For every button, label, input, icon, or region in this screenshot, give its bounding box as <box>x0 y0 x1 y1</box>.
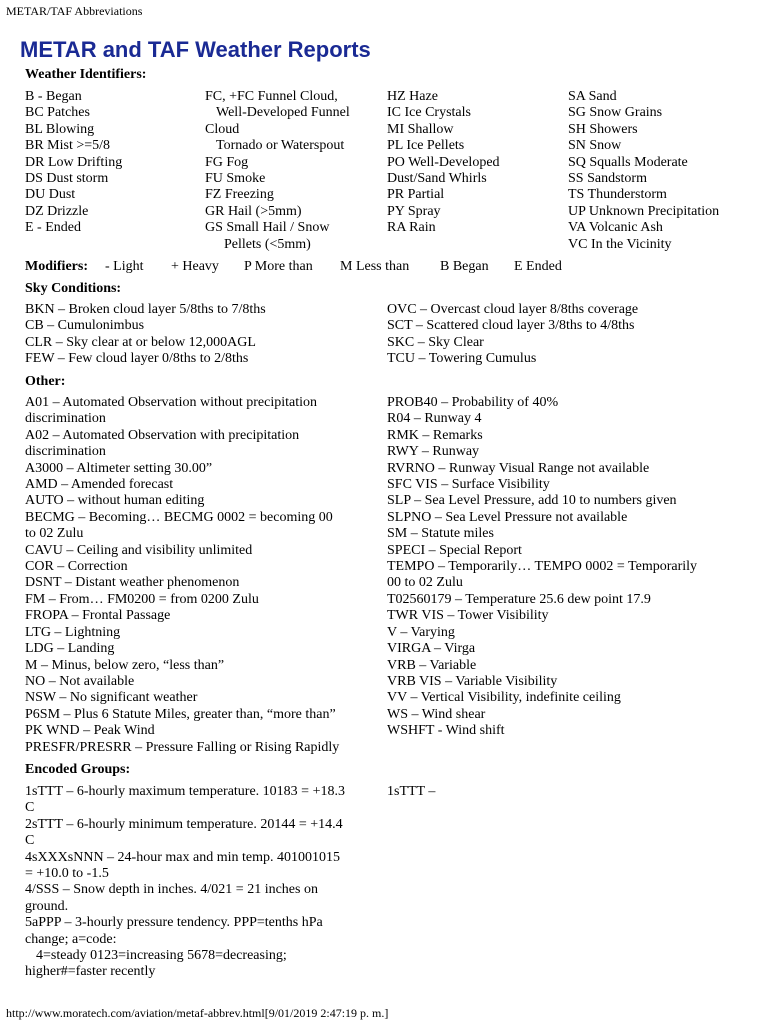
list-item: PK WND – Peak Wind <box>25 723 155 739</box>
weather-identifiers-col-4 <box>568 89 719 253</box>
list-item: SH Showers <box>568 121 638 137</box>
list-item: 4sXXXsNNN – 24-hour max and min temp. 401001015 <box>25 849 340 865</box>
list-item: DS Dust storm <box>25 171 109 187</box>
list-item: A01 – Automated Observation without precipitation <box>25 395 318 410</box>
list-item: SA Sand <box>568 89 617 104</box>
list-item: DU Dust <box>25 187 76 203</box>
list-item: SG Snow Grains <box>568 105 663 121</box>
list-item: SN Snow <box>568 138 622 154</box>
sky-conditions-heading: Sky Conditions: <box>25 281 122 296</box>
other-left <box>25 395 339 756</box>
modifier-item: M Less than <box>340 259 410 274</box>
modifier-item: B Began <box>440 259 489 274</box>
list-item: BR Mist >=5/8 <box>25 138 111 154</box>
list-item: LDG – Landing <box>25 641 115 657</box>
weather-identifiers-col-2 <box>205 89 350 253</box>
list-item: CAVU – Ceiling and visibility unlimited <box>25 542 253 558</box>
list-item: TWR VIS – Tower Visibility <box>387 608 549 624</box>
list-item: TS Thunderstorm <box>568 187 667 203</box>
list-item: VRB – Variable <box>387 657 477 673</box>
list-item: COR – Correction <box>25 559 128 575</box>
list-item: TEMPO – Temporarily… TEMPO 0002 = Temporarily <box>387 559 698 575</box>
list-item: SKC – Sky Clear <box>387 334 484 350</box>
list-item: SS Sandstorm <box>568 171 647 187</box>
list-item: Tornado or Waterspout <box>216 138 345 154</box>
list-item: FZ Freezing <box>205 187 274 203</box>
list-item: CLR – Sky clear at or below 12,000AGL <box>25 334 256 350</box>
list-item: 5aPPP – 3-hourly pressure tendency. PPP=tenths hPa <box>25 915 323 931</box>
list-item: PO Well-Developed <box>387 154 500 170</box>
list-item: FU Smoke <box>205 171 266 187</box>
list-item: T02560179 – Temperature 25.6 dew point 17.9 <box>387 591 651 607</box>
list-item: UP Unknown Precipitation <box>568 203 720 219</box>
list-item: SFC VIS – Surface Visibility <box>387 477 550 493</box>
list-item: A3000 – Altimeter setting 30.00” <box>25 460 213 476</box>
list-item-continuation: to 02 Zulu <box>25 526 84 542</box>
list-item: VC In the Vicinity <box>568 236 672 252</box>
modifiers-label: Modifiers: <box>25 259 88 274</box>
list-item-continuation: = +10.0 to -1.5 <box>25 866 109 882</box>
list-item: BL Blowing <box>25 121 95 137</box>
encoded-groups-heading: Encoded Groups: <box>25 762 131 777</box>
page-title: METAR and TAF Weather Reports <box>20 37 371 62</box>
list-item: FROPA – Frontal Passage <box>25 608 171 624</box>
other-right <box>387 395 697 740</box>
list-item-continuation: Cloud <box>205 121 240 137</box>
list-item: DZ Drizzle <box>25 203 89 219</box>
list-item: SLPNO – Sea Level Pressure not available <box>387 509 628 525</box>
list-item: PY Spray <box>387 203 441 219</box>
list-item: PL Ice Pellets <box>387 138 465 154</box>
list-item: M – Minus, below zero, “less than” <box>25 657 225 673</box>
list-item: DSNT – Distant weather phenomenon <box>25 575 240 591</box>
list-item-continuation: C <box>25 833 35 849</box>
list-item: AUTO – without human editing <box>25 493 205 509</box>
tab-title: METAR/TAF Abbreviations <box>6 4 143 18</box>
list-item: SLP – Sea Level Pressure, add 10 to numbers given <box>387 493 677 509</box>
list-item: TCU – Towering Cumulus <box>387 351 537 367</box>
list-item: 2sTTT – 6-hourly minimum temperature. 20144 = +14.4 <box>25 816 343 832</box>
encoded-groups-right <box>387 784 435 800</box>
list-item-continuation: higher#=faster recently <box>25 964 156 980</box>
list-item: P6SM – Plus 6 Statute Miles, greater than, “more than” <box>25 706 336 722</box>
list-item-continuation: change; a=code: <box>25 931 117 947</box>
list-item: A02 – Automated Observation with precipitation <box>25 427 300 443</box>
list-item: PRESFR/PRESRR – Pressure Falling or Rising Rapidly <box>25 739 340 755</box>
sky-conditions-right <box>387 302 638 368</box>
page-footer-url: http://www.moratech.com/aviation/metaf-abbrev.html[9/01/2019 2:47:19 p. m.] <box>6 1006 389 1020</box>
list-item: MI Shallow <box>387 121 454 137</box>
list-item: VIRGA – Virga <box>387 641 476 657</box>
list-item: 1sTTT – 6-hourly maximum temperature. 10183 = +18.3 <box>25 784 345 799</box>
other-heading: Other: <box>25 374 66 389</box>
list-item: BKN – Broken cloud layer 5/8ths to 7/8ths <box>25 302 266 317</box>
list-item: 1sTTT – <box>387 784 436 799</box>
weather-identifiers-col-3 <box>387 89 500 237</box>
modifier-item: E Ended <box>514 259 562 274</box>
list-item: GS Small Hail / Snow <box>205 220 330 236</box>
list-item: DR Low Drifting <box>25 154 123 170</box>
list-item: WSHFT - Wind shift <box>387 723 505 739</box>
sky-conditions-left <box>25 302 266 368</box>
list-item: SCT – Scattered cloud layer 3/8ths to 4/8ths <box>387 318 635 334</box>
list-item: FG Fog <box>205 154 249 170</box>
list-item: R04 – Runway 4 <box>387 411 482 427</box>
list-item: PR Partial <box>387 187 445 203</box>
list-item-continuation: 00 to 02 Zulu <box>387 575 463 591</box>
list-item: FEW – Few cloud layer 0/8ths to 2/8ths <box>25 351 249 367</box>
list-item: VRB VIS – Variable Visibility <box>387 673 558 689</box>
list-item: IC Ice Crystals <box>387 105 471 121</box>
list-item: RWY – Runway <box>387 444 480 460</box>
list-item: 4/SSS – Snow depth in inches. 4/021 = 21 inches on <box>25 882 318 898</box>
list-item: GR Hail (>5mm) <box>205 203 302 219</box>
list-item-continuation: C <box>25 800 35 816</box>
list-item: FC, +FC Funnel Cloud, <box>205 89 338 104</box>
modifier-item: P More than <box>244 259 313 274</box>
list-item: RMK – Remarks <box>387 427 483 443</box>
encoded-groups-left <box>25 784 345 981</box>
list-item: SPECI – Special Report <box>387 542 522 558</box>
list-item-continuation: discrimination <box>25 444 106 460</box>
list-item: SQ Squalls Moderate <box>568 154 688 170</box>
list-item: VV – Vertical Visibility, indefinite ceiling <box>387 690 621 706</box>
list-item-continuation: ground. <box>25 898 69 914</box>
list-item: VA Volcanic Ash <box>568 220 663 236</box>
list-item: HZ Haze <box>387 89 438 104</box>
weather-identifiers-heading: Weather Identifiers: <box>25 67 147 82</box>
list-item: E - Ended <box>25 220 81 236</box>
list-item: CB – Cumulonimbus <box>25 318 145 334</box>
list-item-continuation: Dust/Sand Whirls <box>387 171 487 187</box>
list-item: B - Began <box>25 89 82 104</box>
list-item-continuation: 4=steady 0123=increasing 5678=decreasing; <box>36 948 287 964</box>
list-item: RA Rain <box>387 220 436 236</box>
list-item: OVC – Overcast cloud layer 8/8ths coverage <box>387 302 639 317</box>
list-item: PROB40 – Probability of 40% <box>387 395 559 410</box>
list-item: FM – From… FM0200 = from 0200 Zulu <box>25 591 259 607</box>
weather-identifiers-col-1 <box>25 89 122 237</box>
list-item: NO – Not available <box>25 673 135 689</box>
list-item: RVRNO – Runway Visual Range not available <box>387 460 650 476</box>
list-item: BC Patches <box>25 105 90 121</box>
list-item: BECMG – Becoming… BECMG 0002 = becoming 00 <box>25 509 333 525</box>
list-item: LTG – Lightning <box>25 624 121 640</box>
list-item-continuation: Pellets (<5mm) <box>224 236 311 252</box>
list-item: WS – Wind shear <box>387 706 486 722</box>
list-item: SM – Statute miles <box>387 526 494 542</box>
modifier-item: + Heavy <box>171 259 219 274</box>
modifier-item: - Light <box>105 259 144 274</box>
list-item: V – Varying <box>387 624 455 640</box>
list-item-continuation: discrimination <box>25 411 106 427</box>
list-item-continuation: Well-Developed Funnel <box>216 105 350 121</box>
list-item: AMD – Amended forecast <box>25 477 174 493</box>
list-item: NSW – No significant weather <box>25 690 198 706</box>
